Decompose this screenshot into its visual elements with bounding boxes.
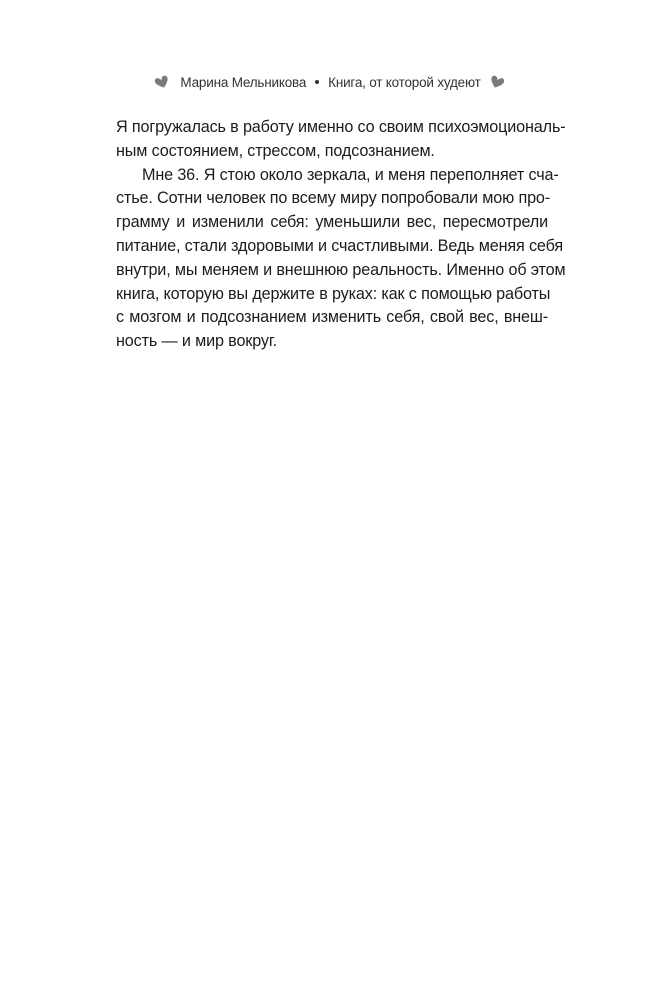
text-line: книга, которую вы держите в руках: как с помощью работы <box>116 284 551 303</box>
paragraph <box>116 116 566 164</box>
text-line: Я погружалась в работу именно со своим психоэмоциональ- <box>116 118 566 136</box>
text-line: грамму и изменили себя: уменьшили вес, пересмотрели <box>116 213 548 232</box>
running-header <box>0 74 659 90</box>
text-line: Мне 36. Я стою около зеркала, и меня переполняет сча- <box>142 165 559 184</box>
text-line: стье. Сотни человек по всему миру попробовали мою про- <box>116 189 551 208</box>
text-line: ным состоянием, стрессом, подсознанием. <box>116 141 435 160</box>
separator-dot <box>315 80 319 84</box>
heart-icon <box>489 74 505 90</box>
text-line: внутри, мы меняем и внешнюю реальность. Именно об этом <box>116 260 566 279</box>
text-line: питание, стали здоровыми и счастливыми. Ведь меняя себя <box>116 236 563 255</box>
text-line: ность — и мир вокруг. <box>116 332 277 351</box>
text-line: с мозгом и подсознанием изменить себя, свой вес, внеш- <box>116 308 548 327</box>
paragraph <box>116 164 566 354</box>
heart-icon <box>154 74 170 90</box>
page-body <box>116 116 566 354</box>
header-book-title: Книга, от которой худеют <box>328 74 481 90</box>
header-author: Марина Мельникова <box>180 74 307 90</box>
